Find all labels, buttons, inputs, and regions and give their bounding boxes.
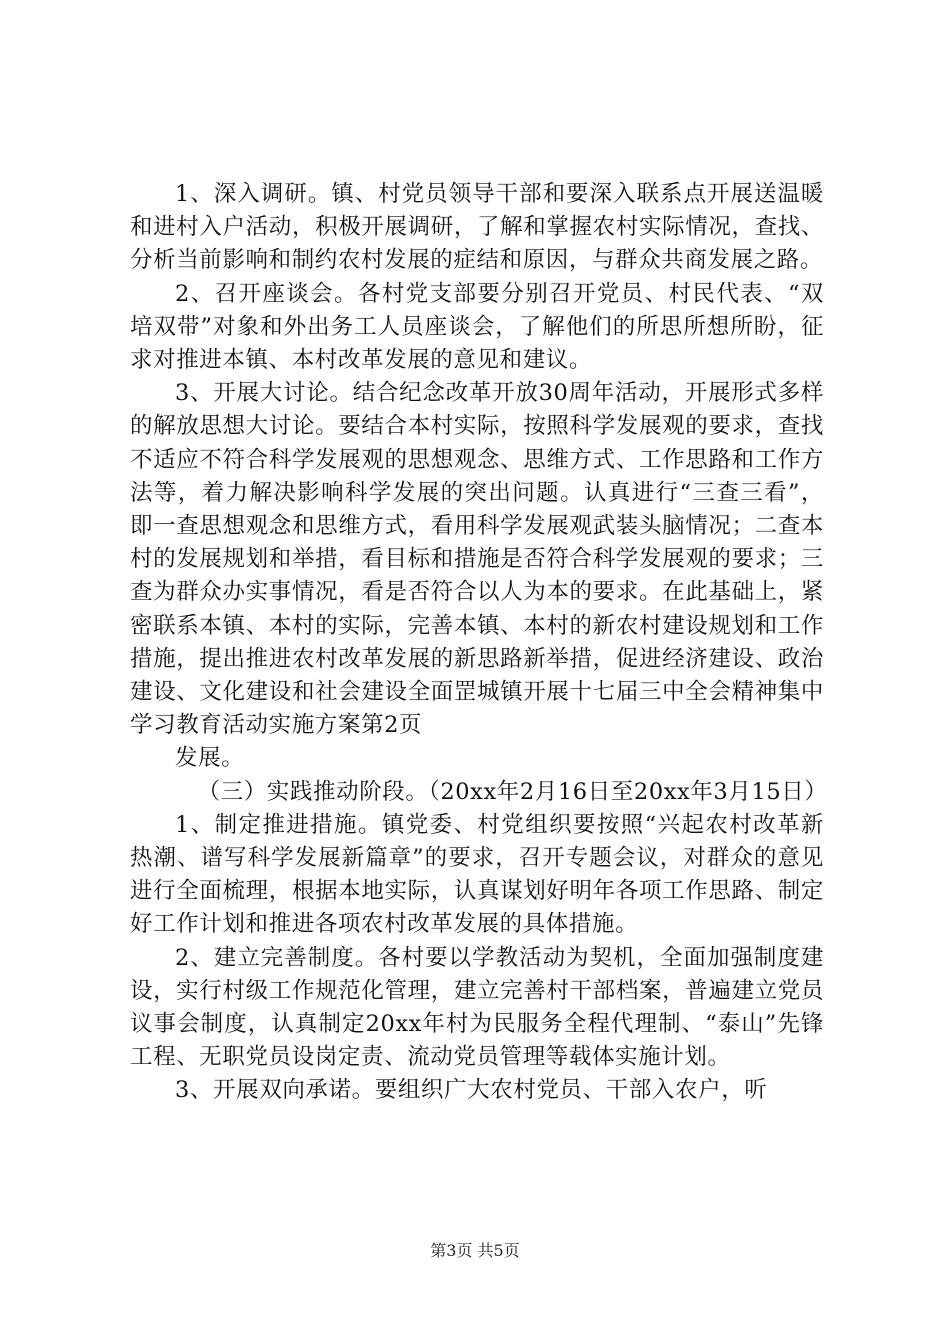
page-number-label: 第3页 共5页 <box>430 1241 520 1260</box>
paragraph-promotion-measures: 1、制定推进措施。镇党委、村党组织要按照“兴起农村改革新热潮、谱写科学发展新篇章”的要求，召开专题会议，对群众的意见进行全面梳理，根据本地实际，认真谋划好明年各项工作思路、制定好工作计划和推进各项农村改革发展的具体措施。 <box>130 811 824 938</box>
paragraph-development: 发展。 <box>175 745 245 772</box>
paragraph-two-way-commitment: 3、开展双向承诺。要组织广大农村党员、干部入农户，听 <box>175 1077 768 1104</box>
paragraph-improve-system: 2、建立完善制度。各村要以学教活动为契机，全面加强制度建设，实行村级工作规范化管理，建立完善村干部档案，普遍建立党员议事会制度，认真制定20xx年村为民服务全程代理制、“泰山”先锋工程、无职党员设岗定责、流动党员管理等载体实施计划。 <box>130 944 824 1071</box>
paragraph-deep-research: 1、深入调研。镇、村党员领导干部和要深入联系点开展送温暖和进村入户活动，积极开展调研，了解和掌握农村实际情况，查找、分析当前影响和制约农村发展的症结和原因，与群众共商发展之路。 <box>130 181 824 274</box>
document-body <box>130 178 828 1108</box>
paragraph-symposium: 2、召开座谈会。各村党支部要分别召开党员、村民代表、“双培双带”对象和外出务工人员座谈会，了解他们的所思所想所盼，征求对推进本镇、本村改革发展的意见和建议。 <box>130 280 824 374</box>
page-footer <box>0 1241 950 1261</box>
paragraph-discussion: 3、开展大讨论。结合纪念改革开放30周年活动，开展形式多样的解放思想大讨论。要结合本村实际，按照科学发展观的要求，查找不适应不符合科学发展观的思想观念、思维方式、工作思路和工作方法等，着力解决影响科学发展的突出问题。认真进行“三查三看”，即一查思想观念和思维方式，看用科学发展观武装头脑情况；二查本村的发展规划和举措，看目标和措施是否符合科学发展观的要求；三查为群众办实事情况，看是否符合以人为本的要求。在此基础上，紧密联系本镇、本村的实际，完善本镇、本村的新农村建设规划和工作措施，提出推进农村改革发展的新思路新举措，促进经济建设、政治建设、文化建设和社会建设全面罡城镇开展十七届三中全会精神集中学习教育活动实施方案第2页 <box>130 380 824 739</box>
paragraph-practice-stage-heading: （三）实践推动阶段。（20xx年2月16日至20xx年3月15日） <box>197 778 828 805</box>
